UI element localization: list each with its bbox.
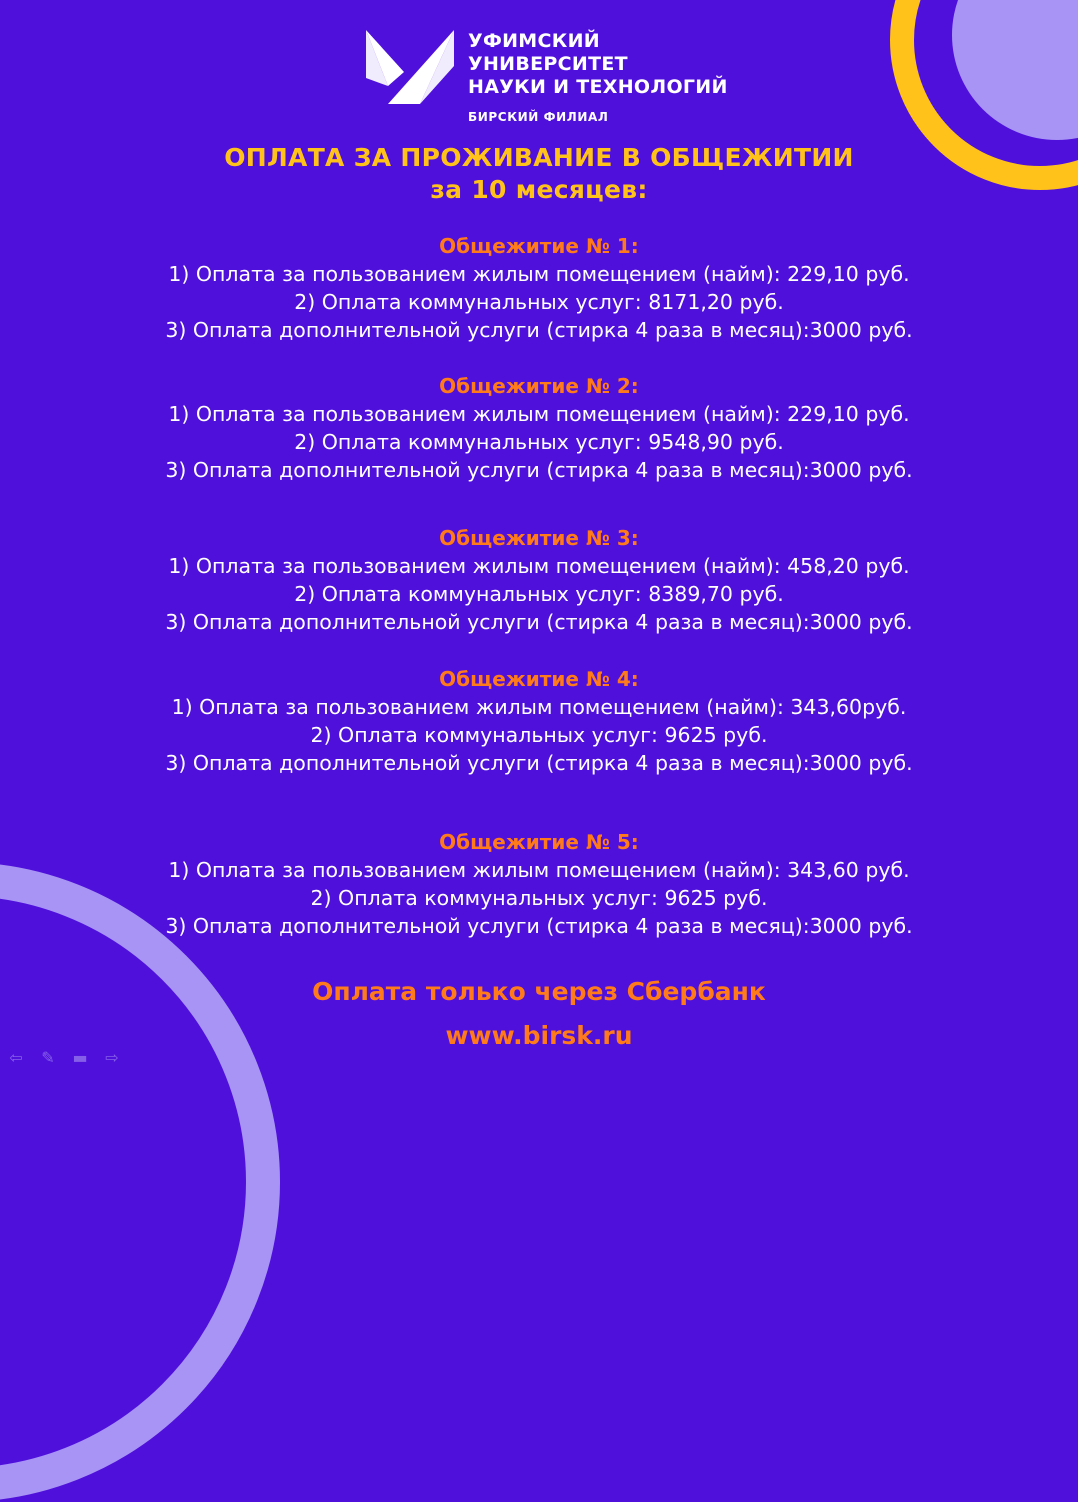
pen-icon[interactable]: ✎ bbox=[41, 1048, 55, 1067]
website-link[interactable]: www.birsk.ru bbox=[445, 1021, 633, 1050]
dorm-section-2 bbox=[0, 372, 1078, 484]
university-logo-icon bbox=[364, 26, 460, 106]
utilities-line: 2) Оплата коммунальных услуг: 8171,20 руб. bbox=[294, 290, 784, 314]
rent-line: 1) Оплата за пользованием жилым помещением (найм): 229,10 руб. bbox=[168, 402, 910, 426]
slideshow-nav bbox=[6, 1048, 122, 1067]
utilities-line: 2) Оплата коммунальных услуг: 9548,90 руб. bbox=[294, 430, 784, 454]
screen-icon[interactable]: ▬ bbox=[72, 1048, 88, 1067]
logo-branch: БИРСКИЙ ФИЛИАЛ bbox=[468, 110, 609, 124]
rent-line: 1) Оплата за пользованием жилым помещением (найм): 343,60руб. bbox=[171, 695, 907, 719]
page-title bbox=[0, 142, 1078, 206]
laundry-line: 3) Оплата дополнительной услуги (стирка 4 раза в месяц):3000 руб. bbox=[165, 458, 913, 482]
page-title-line-1: ОПЛАТА ЗА ПРОЖИВАНИЕ В ОБЩЕЖИТИИ bbox=[224, 143, 854, 172]
dorm-section-1 bbox=[0, 232, 1078, 344]
laundry-line: 3) Оплата дополнительной услуги (стирка 4 раза в месяц):3000 руб. bbox=[165, 610, 913, 634]
payment-note: Оплата только через Сбербанк bbox=[312, 977, 766, 1006]
dorm-section-5 bbox=[0, 828, 1078, 940]
utilities-line: 2) Оплата коммунальных услуг: 9625 руб. bbox=[310, 886, 768, 910]
arrow-right-icon[interactable]: ⇨ bbox=[105, 1048, 119, 1067]
decor-ring-bottom-left bbox=[0, 862, 280, 1502]
utilities-line: 2) Оплата коммунальных услуг: 9625 руб. bbox=[310, 723, 768, 747]
dorm-section-3 bbox=[0, 524, 1078, 636]
rent-line: 1) Оплата за пользованием жилым помещением (найм): 229,10 руб. bbox=[168, 262, 910, 286]
rent-line: 1) Оплата за пользованием жилым помещением (найм): 458,20 руб. bbox=[168, 554, 910, 578]
utilities-line: 2) Оплата коммунальных услуг: 8389,70 руб. bbox=[294, 582, 784, 606]
dorm-title: Общежитие № 2: bbox=[439, 374, 639, 398]
dorm-title: Общежитие № 3: bbox=[439, 526, 639, 550]
logo-line-3: НАУКИ И ТЕХНОЛОГИЙ bbox=[468, 76, 728, 98]
logo-line-2: УНИВЕРСИТЕТ bbox=[468, 53, 628, 75]
rent-line: 1) Оплата за пользованием жилым помещением (найм): 343,60 руб. bbox=[168, 858, 910, 882]
logo-line-1: УФИМСКИЙ bbox=[468, 30, 600, 52]
laundry-line: 3) Оплата дополнительной услуги (стирка 4 раза в месяц):3000 руб. bbox=[165, 914, 913, 938]
laundry-line: 3) Оплата дополнительной услуги (стирка 4 раза в месяц):3000 руб. bbox=[165, 318, 913, 342]
laundry-line: 3) Оплата дополнительной услуги (стирка 4 раза в месяц):3000 руб. bbox=[165, 751, 913, 775]
dorm-section-4 bbox=[0, 665, 1078, 777]
dorm-title: Общежитие № 1: bbox=[439, 234, 639, 258]
dorm-title: Общежитие № 4: bbox=[439, 667, 639, 691]
page-title-line-2: за 10 месяцев: bbox=[430, 175, 648, 204]
university-logo bbox=[364, 26, 744, 126]
dorm-title: Общежитие № 5: bbox=[439, 830, 639, 854]
arrow-left-icon[interactable]: ⇦ bbox=[9, 1048, 23, 1067]
